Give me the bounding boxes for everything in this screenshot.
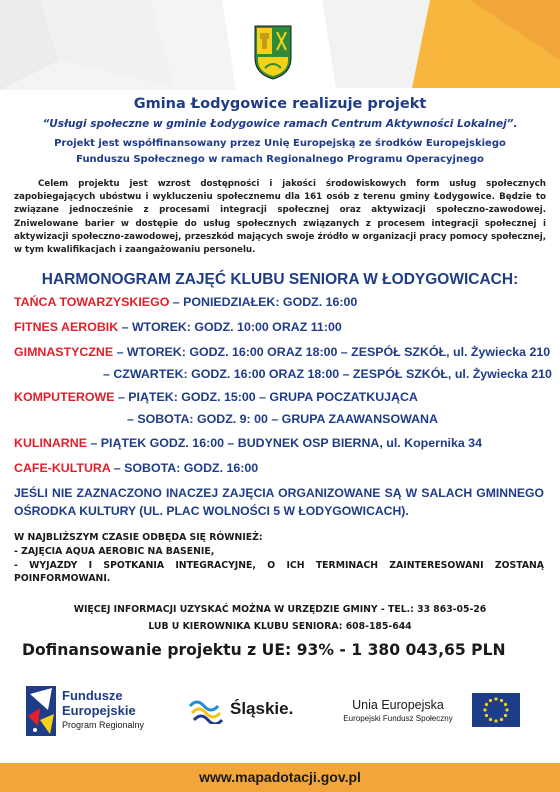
schedule-category: KULINARNE [14,436,87,450]
eu-star-icon [494,719,497,722]
fe-line-1: Fundusze [62,688,123,703]
schedule-row-komputerowe-2 [127,412,560,426]
contact-line-2: LUB U KIEROWNIKA KLUBU SENIORA: 608-185-644 [148,621,412,632]
schedule-details: – PONIEDZIAŁEK: GODZ. 16:00 [169,295,358,309]
european-funds-logo-icon [26,686,56,736]
schedule-row-cafe [14,461,554,475]
project-subtitle: “Usługi społeczne w gminie Łodygowice ramach Centrum Aktywności Lokalnej”. [42,118,518,130]
schedule-category: CAFE-KULTURA [14,461,111,475]
schedule-row-komputerowe [14,390,554,404]
eu-star-icon [485,714,488,717]
project-description: Celem projektu jest wzrost dostępności i jakości środowiskowych form usług społecznych zapobiegających ubóstwu i wykluczeniu społecznemu dla 161 osób z terenu gminy Łodygowice. Będzie to związane jednocześnie z procesami integracji społecznej oraz aktywizacji społeczno-zawodowej. Zniwelowane barier w dostępie do usług społecznych związanych z procesem integracji społecznej i aktywizacji społeczno-zawodowej, przeszkód mających swoje źródło w organizacji pracy pomocy społecznej, w tym kwalifikacjach i zaangażowaniu personelu. [14,179,546,256]
logos-bar [0,684,560,740]
slaskie-logo-icon [188,698,224,724]
eu-star-icon [494,697,497,700]
schedule-row-tance [14,295,554,309]
schedule-category: TAŃCA TOWARZYSKIEGO [14,295,170,309]
schedule-details: – SOBOTA: GODZ. 9: 00 – GRUPA ZAAWANSOWANA [127,412,438,426]
page-title: Gmina Łodygowice realizuje projekt [133,96,427,112]
contact-info [0,601,560,635]
schedule-details: – WTOREK: GODZ. 10:00 ORAZ 11:00 [118,320,342,334]
schedule-details: – WTOREK: GODZ. 16:00 ORAZ 18:00 – ZESPÓŁ SZKÓŁ, ul. Żywiecka 210 [113,345,551,359]
schedule-details: – CZWARTEK: GODZ. 16:00 ORAZ 18:00 – ZESPÓŁ SZKÓŁ, ul. Żywiecka 210 [103,367,552,381]
schedule-category: GIMNASTYCZNE [14,345,114,359]
contact-line-1: WIĘCEJ INFORMACJI UZYSKAĆ MOŻNA W URZĘDZIE GMINY - TEL.: 33 863-05-26 [73,604,487,615]
schedule-details: – SOBOTA: GODZ. 16:00 [110,461,259,475]
eu-star-icon [505,708,508,711]
schedule-heading: HARMONOGRAM ZAJĘĆ KLUBU SENIORA W ŁODYGOWICACH: [41,271,519,288]
upcoming-item: - WYJAZDY I SPOTKANIA INTEGRACYJNE, O ICH TERMINACH ZAINTERESOWANI ZOSTANĄ POINFORMOWANI. [14,559,544,585]
eu-star-icon [483,708,486,711]
schedule-details: – PIĄTEK: GODZ. 15:00 – GRUPA POCZATKUJĄCA [114,390,418,404]
eu-line-1: Unia Europejska [352,698,444,712]
eu-logo-text [336,698,460,725]
schedule-details: – PIĄTEK GODZ. 16:00 – BUDYNEK OSP BIERNA, ul. Kopernika 34 [86,436,482,450]
schedule-row-kulinarne [14,436,554,450]
upcoming-heading: W NAJBLIŻSZYM CZASIE ODBĘDA SIĘ RÓWNIEŻ: [14,532,263,543]
eu-line-2: Europejski Fundusz Społeczny [343,714,453,723]
cofinancing-statement [30,136,530,168]
fe-line-2: Europejskie [62,703,136,718]
funding-amount: Dofinansowanie projektu z UE: 93% - 1 380 043,65 PLN [22,641,506,659]
footer-bar [0,763,560,792]
schedule-category: KOMPUTEROWE [14,390,115,404]
schedule-row-gimnastyczne [14,345,554,359]
eu-star-icon [500,718,503,721]
eu-star-icon [504,714,507,717]
eu-flag-icon [472,693,520,727]
eu-star-icon [485,703,488,706]
schedule-category: FITNES AEROBIK [14,320,119,334]
schedule-row-gimnastyczne-2 [103,367,560,381]
slaskie-logo-text: Śląskie. [230,699,294,718]
footer-url: www.mapadotacji.gov.pl [199,769,361,785]
fe-line-3: Program Regionalny [62,720,145,730]
eu-star-icon [504,703,507,706]
european-funds-logo-text [62,688,144,732]
schedule-row-fitnes [14,320,554,334]
eu-star-icon [500,699,503,702]
cofinancing-line-2: Funduszu Społecznego w ramach Regionalnego Programu Operacyjnego [76,154,484,165]
upcoming-item: - ZAJĘCIA AQUA AEROBIC NA BASENIE, [14,545,215,557]
eu-star-icon [489,718,492,721]
upcoming-events [14,531,544,586]
eu-star-icon [489,699,492,702]
location-note: JEŚLI NIE ZAZNACZONO INACZEJ ZAJĘCIA ORGANIZOWANE SĄ W SALACH GMINNEGO OŚRODKA KULTURY (UL. PLAC WOLNOŚCI 5 W ŁODYGOWICACH). [14,486,544,518]
cofinancing-line-1: Projekt jest współfinansowany przez Unię Europejską ze środków Europejskiego [54,138,506,149]
municipal-crest [253,24,293,80]
